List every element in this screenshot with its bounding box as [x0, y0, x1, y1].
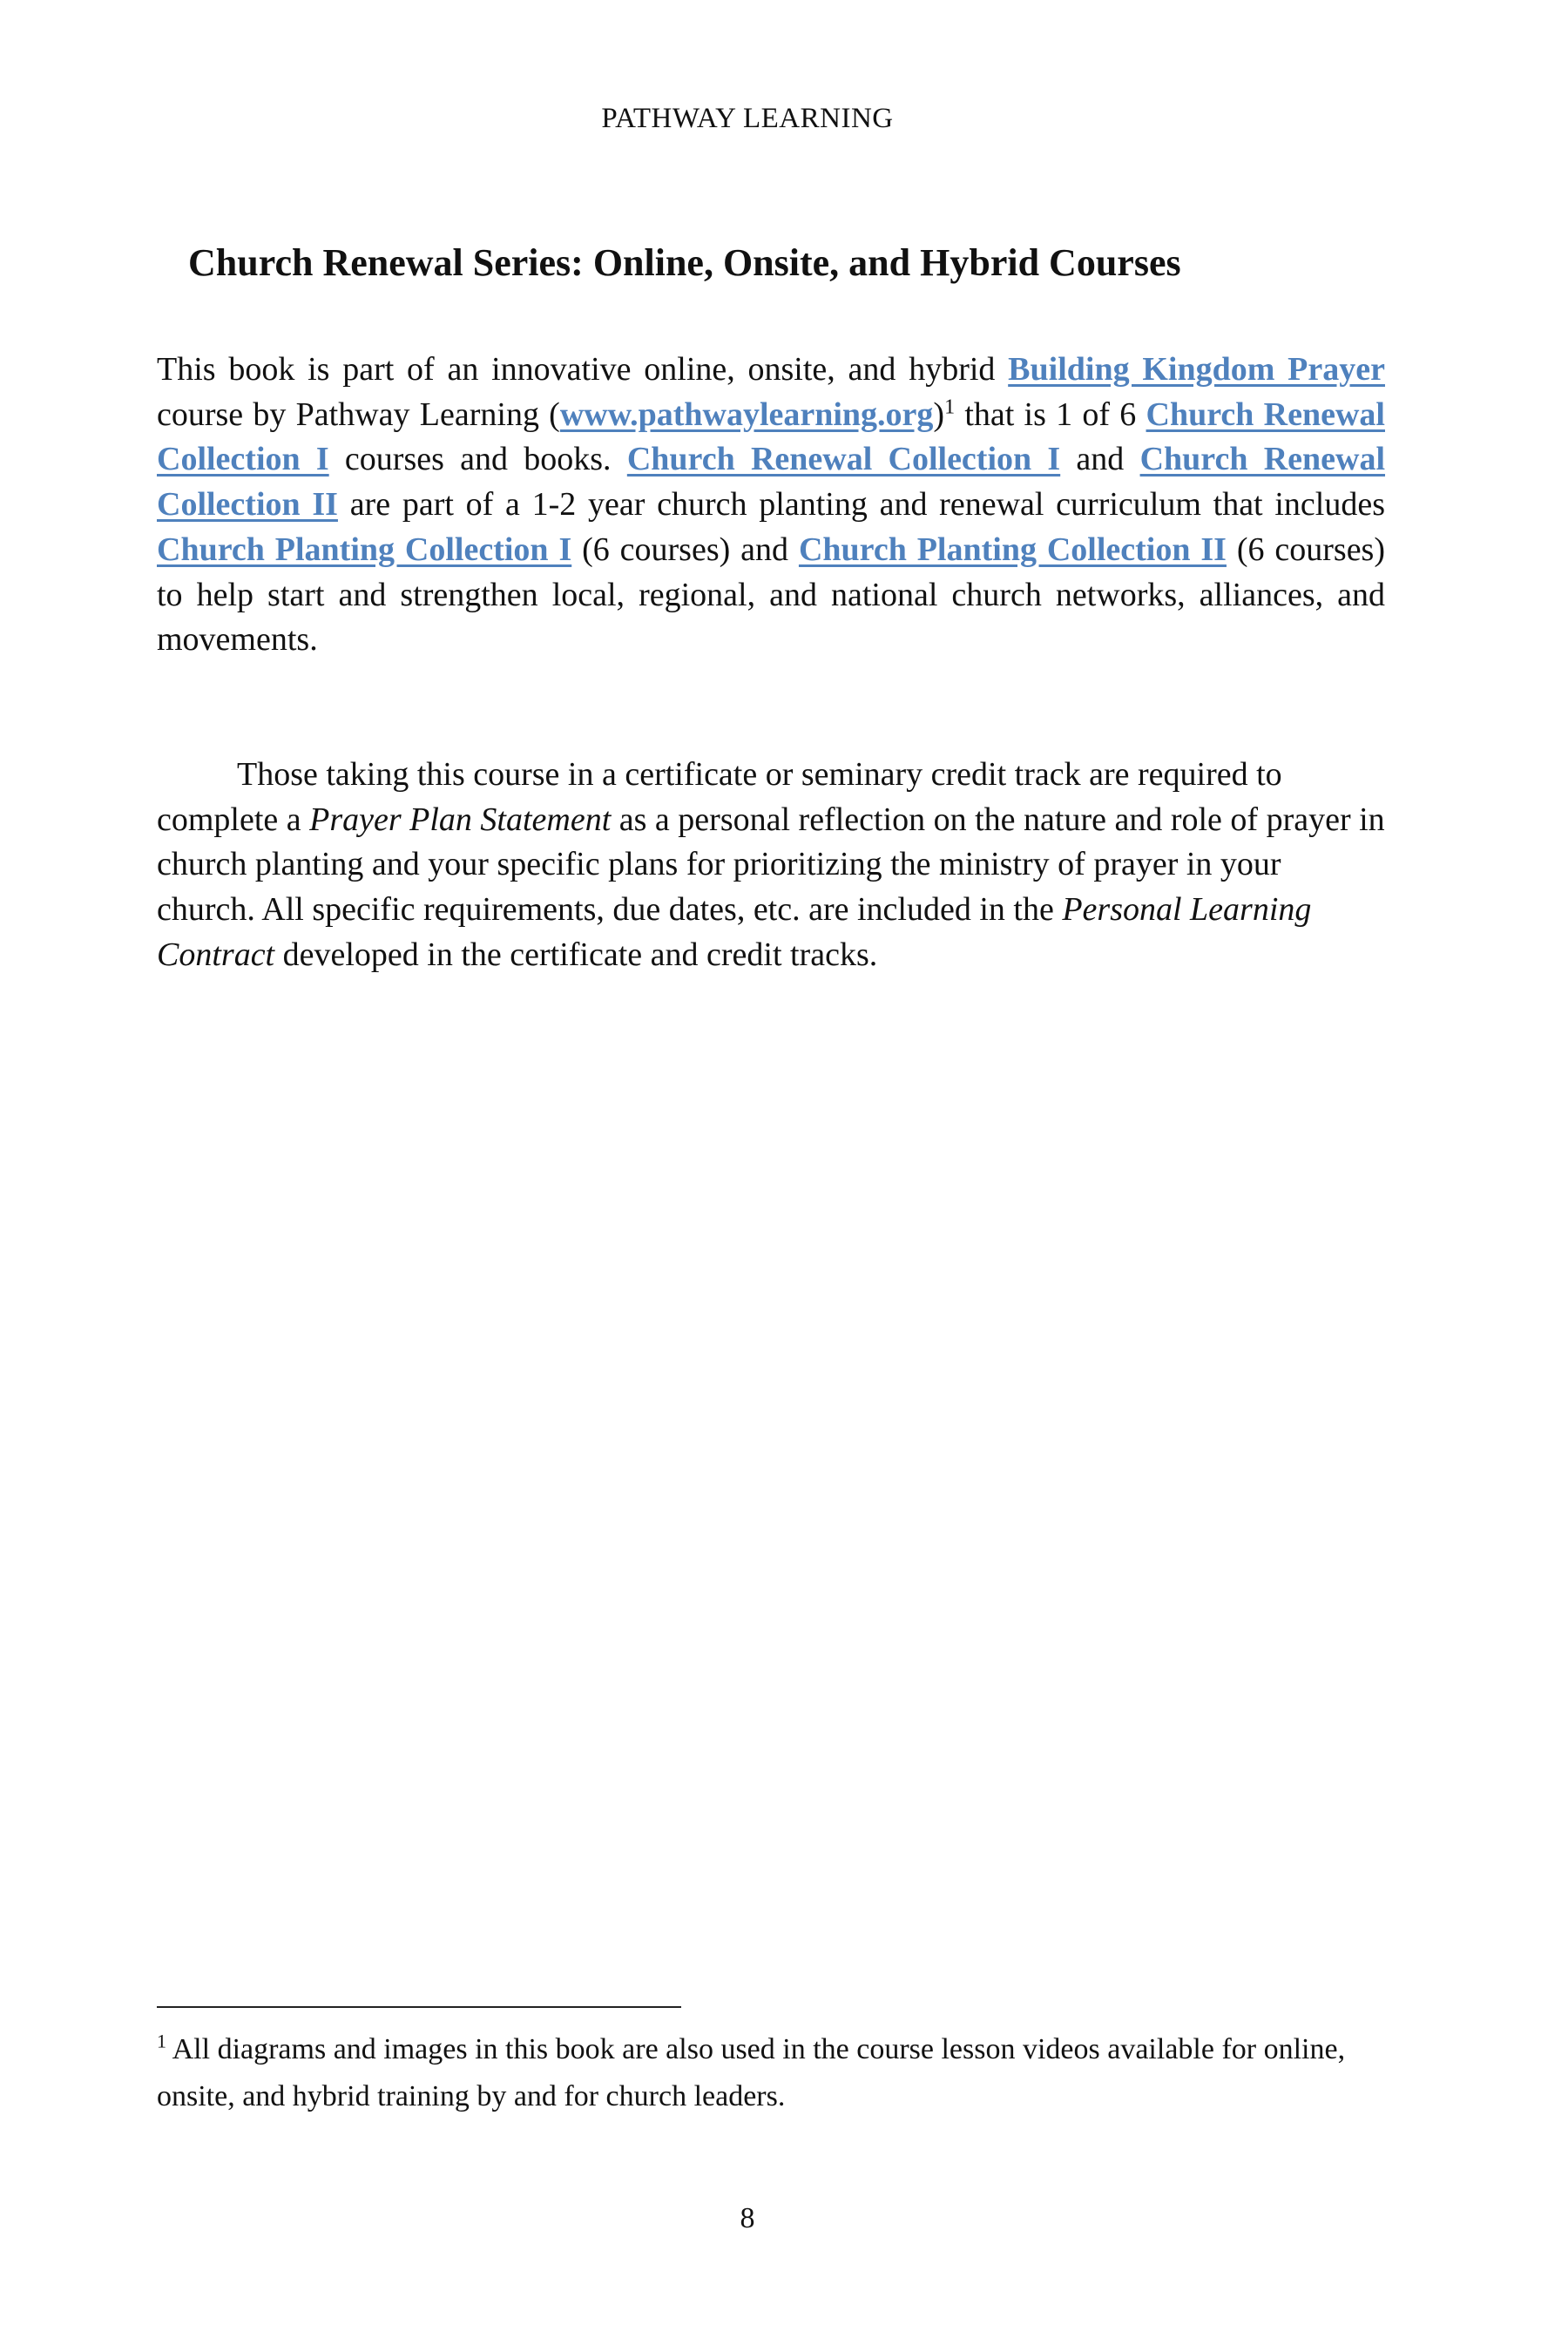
- link-church-renewal-collection-1[interactable]: Church Renewal Collection I: [157, 395, 1385, 478]
- intro-text: ): [933, 395, 945, 433]
- intro-text: (6 courses) to help start and strengthen local, regional, and national church networks, alliances, and movements.: [157, 531, 1386, 659]
- footnote-text: All diagrams and images in this book are also used in the course lesson videos available for online, onsite, and hybrid training by and for church leaders.: [157, 2033, 1346, 2112]
- requirements-text: as a personal reflection on the nature and role of prayer in church planting and your specific plans for prioritizing the ministry of prayer in your church. All specific requirements, due dates, etc. are included in the: [157, 801, 1385, 929]
- link-church-renewal-collection-2[interactable]: Church Renewal Collection II: [157, 441, 1386, 524]
- prayer-plan-statement-term: Prayer Plan Statement: [309, 801, 612, 838]
- section-heading: Church Renewal Series: Online, Onsite, and Hybrid Courses: [188, 241, 1181, 284]
- footnote-reference[interactable]: 1: [944, 395, 956, 419]
- footnote-marker: 1: [157, 2030, 166, 2052]
- link-church-planting-collection-2[interactable]: Church Planting Collection II: [798, 531, 1227, 568]
- requirements-text: Those taking this course in a certificate or seminary credit track are required to complete a: [157, 756, 1282, 838]
- requirements-text: developed in the certificate and credit tracks.: [274, 936, 878, 973]
- intro-paragraph: [157, 348, 1385, 663]
- footnote-separator: [157, 2006, 681, 2008]
- intro-text: courses and books.: [328, 441, 627, 478]
- intro-text: (6 courses) and: [571, 531, 799, 568]
- intro-text: course by Pathway Learning (: [157, 395, 560, 433]
- footnote: [157, 2026, 1385, 2120]
- intro-text: This book is part of an innovative online, onsite, and hybrid: [157, 351, 1009, 388]
- link-pathway-website[interactable]: www.pathwaylearning.org: [559, 395, 934, 433]
- link-church-renewal-collection-1[interactable]: Church Renewal Collection I: [626, 441, 1061, 478]
- page-number: 8: [740, 2202, 755, 2234]
- link-building-kingdom-prayer[interactable]: Building Kingdom Prayer: [1008, 351, 1385, 388]
- running-header: PATHWAY LEARNING: [601, 103, 894, 134]
- personal-learning-contract-term: Personal Learning Contract: [157, 891, 1312, 973]
- intro-text: and: [1060, 441, 1140, 478]
- intro-text: that is 1 of 6: [955, 395, 1146, 433]
- requirements-paragraph: [157, 753, 1385, 978]
- link-church-planting-collection-1[interactable]: Church Planting Collection I: [157, 531, 572, 568]
- intro-text: are part of a 1-2 year church planting and renewal curriculum that includes: [337, 486, 1385, 524]
